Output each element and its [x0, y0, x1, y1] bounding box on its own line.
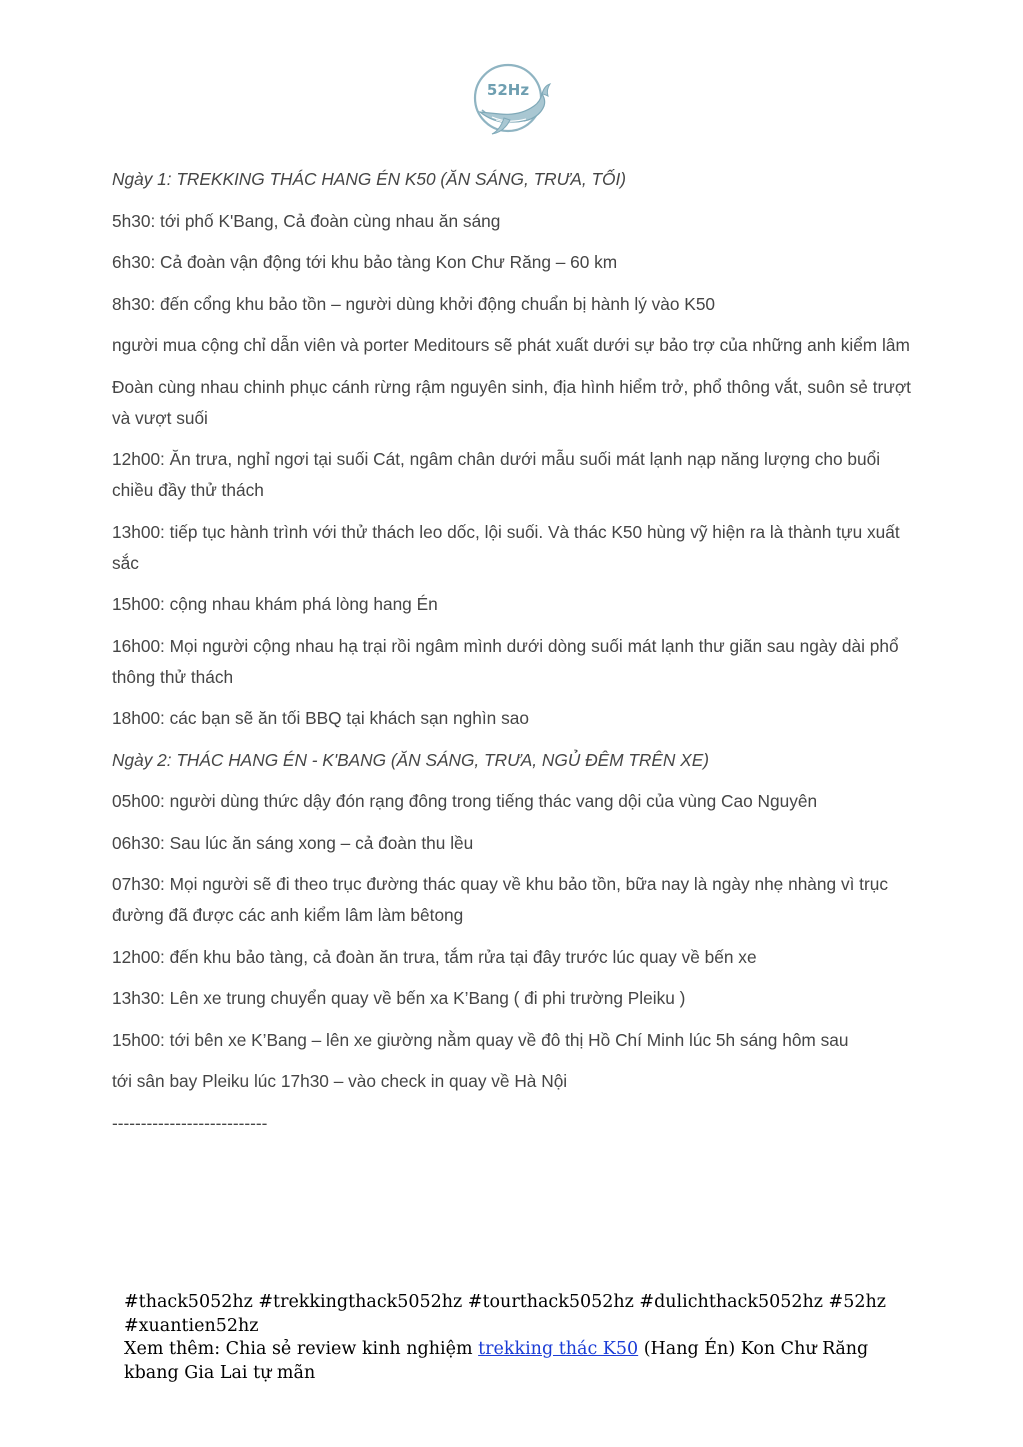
itinerary-item: 15h00: tới bên xe K’Bang – lên xe giường nằm quay về đô thị Hồ Chí Minh lúc 5h sáng hôm sau [112, 1029, 849, 1050]
itinerary-item: 18h00: các bạn sẽ ăn tối BBQ tại khách sạn nghìn sao [112, 708, 529, 728]
hashtags: #thack5052hz #trekkingthack5052hz #tourthack5052hz #dulichthack5052hz #52hz #xuantien52hz [124, 1292, 886, 1336]
see-more-suffix: (Hang Én) Kon Chư Răng kbang Gia Lai tự mãn [124, 1339, 869, 1383]
itinerary-item: tới sân bay Pleiku lúc 17h30 – vào check in quay về Hà Nội [112, 1071, 568, 1091]
itinerary-item: 8h30: đến cổng khu bảo tồn – người dùng khởi động chuẩn bị hành lý vào K50 [112, 293, 716, 314]
itinerary-item: 12h00: Ăn trưa, nghỉ ngơi tại suối Cát, ngâm chân dưới mẫu suối mát lạnh nạp năng lượng cho buổi chiều đầy thử thách [112, 449, 881, 500]
itinerary-item: người mua cộng chỉ dẫn viên và porter Meditours sẽ phát xuất dưới sự bảo trợ của những anh kiểm lâm [112, 335, 910, 355]
itinerary-content [112, 164, 912, 1139]
itinerary-item: 13h30: Lên xe trung chuyển quay về bến xa K’Bang ( đi phi trường Pleiku ) [112, 988, 686, 1008]
itinerary-item: 15h00: cộng nhau khám phá lòng hang Én [112, 594, 438, 614]
day-heading: Ngày 2: THÁC HANG ÉN - K'BANG (ĂN SÁNG, TRƯA, NGỦ ĐÊM TRÊN XE) [112, 749, 709, 770]
trekking-link[interactable]: trekking thác K50 [478, 1339, 639, 1359]
day-heading: Ngày 1: TREKKING THÁC HANG ÉN K50 (ĂN SÁNG, TRƯA, TỐI) [112, 169, 626, 189]
see-more-line [124, 1338, 904, 1385]
divider-line: --------------------------- [112, 1112, 268, 1133]
itinerary-item: 12h00: đến khu bảo tàng, cả đoàn ăn trưa, tắm rửa tại đây trước lúc quay về bến xe [112, 946, 757, 967]
itinerary-item: 16h00: Mọi người cộng nhau hạ trại rồi ngâm mình dưới dòng suối mát lạnh thư giãn sau ngày dài phổ thông thử thách [112, 635, 899, 687]
logo-text: 52Hz [486, 81, 530, 99]
itinerary-item: 06h30: Sau lúc ăn sáng xong – cả đoàn thu lều [112, 832, 474, 853]
itinerary-item: 5h30: tới phố K'Bang, Cả đoàn cùng nhau ăn sáng [112, 210, 501, 231]
itinerary-item: 6h30: Cả đoàn vận động tới khu bảo tàng Kon Chư Răng – 60 km [112, 252, 618, 272]
itinerary-item: 05h00: người dùng thức dậy đón rạng đông trong tiếng thác vang dội của vùng Cao Nguyên [112, 791, 818, 811]
itinerary-item: 07h30: Mọi người sẽ đi theo trục đường thác quay về khu bảo tồn, bữa nay là ngày nhẹ nhàng vì trục đường đã được các anh kiểm lâm làm bêtong [112, 874, 888, 925]
itinerary-item: 13h00: tiếp tục hành trình với thử thách leo dốc, lội suối. Và thác K50 hùng vỹ hiện ra là thành tựu xuất sắc [112, 521, 900, 573]
footer [124, 1291, 904, 1385]
whale-logo-icon [470, 62, 554, 142]
brand-logo [470, 62, 554, 142]
see-more-prefix: Xem thêm: Chia sẻ review kinh nghiệm [124, 1339, 479, 1359]
itinerary-item: Đoàn cùng nhau chinh phục cánh rừng rậm nguyên sinh, địa hình hiểm trở, phổ thông vắt, suôn sẻ trượt và vượt suối [112, 376, 911, 428]
